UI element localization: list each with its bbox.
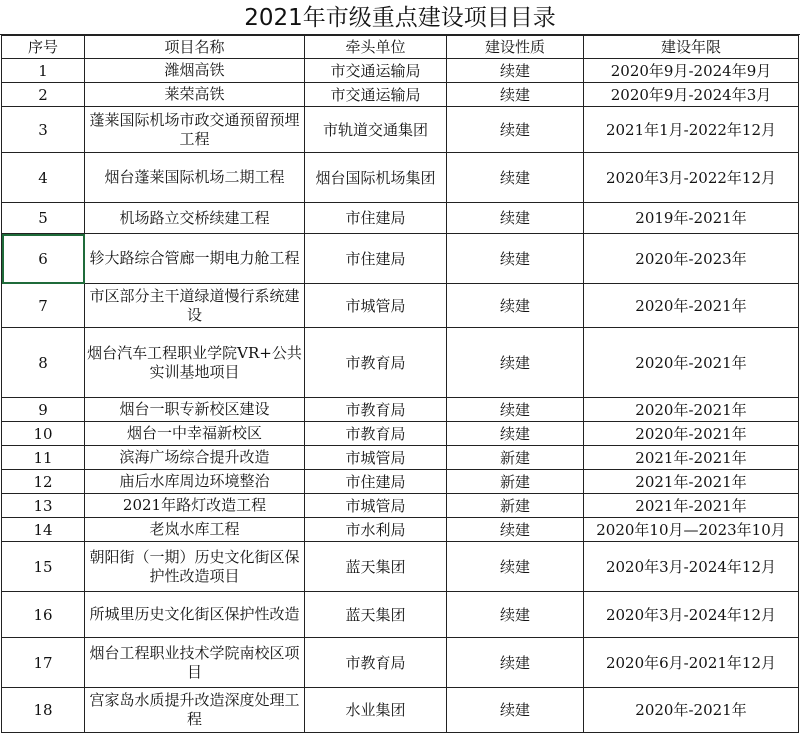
cell-type[interactable]: 续建 — [447, 234, 584, 284]
cell-type[interactable]: 续建 — [447, 688, 584, 733]
header-unit[interactable]: 牵头单位 — [305, 36, 447, 59]
table-row — [2, 83, 799, 107]
header-row — [2, 36, 799, 59]
table-row — [2, 542, 799, 592]
table-row — [2, 518, 799, 542]
cell-name[interactable]: 所城里历史文化街区保护性改造 — [85, 592, 305, 638]
cell-type[interactable]: 续建 — [447, 328, 584, 398]
cell-unit[interactable]: 市城管局 — [305, 494, 447, 518]
cell-period[interactable]: 2021年1月-2022年12月 — [584, 107, 799, 153]
cell-period[interactable]: 2020年-2021年 — [584, 688, 799, 733]
cell-no[interactable]: 4 — [2, 153, 85, 203]
header-name[interactable]: 项目名称 — [85, 36, 305, 59]
header-type[interactable]: 建设性质 — [447, 36, 584, 59]
cell-no[interactable]: 3 — [2, 107, 85, 153]
cell-unit[interactable]: 市交通运输局 — [305, 83, 447, 107]
cell-type[interactable]: 新建 — [447, 446, 584, 470]
table-row — [2, 153, 799, 203]
table-title: 2021年市级重点建设项目目录 — [0, 0, 800, 35]
cell-unit[interactable]: 市住建局 — [305, 234, 447, 284]
cell-unit[interactable]: 市城管局 — [305, 284, 447, 328]
project-table — [1, 35, 799, 733]
cell-name[interactable]: 蓬莱国际机场市政交通预留预埋工程 — [85, 107, 305, 153]
cell-name[interactable]: 宫家岛水质提升改造深度处理工程 — [85, 688, 305, 733]
cell-period[interactable]: 2021年-2021年 — [584, 494, 799, 518]
cell-period[interactable]: 2020年3月-2024年12月 — [584, 542, 799, 592]
cell-type[interactable]: 续建 — [447, 542, 584, 592]
table-row — [2, 494, 799, 518]
cell-name[interactable]: 市区部分主干道绿道慢行系统建设 — [85, 284, 305, 328]
cell-name[interactable]: 莱荣高铁 — [85, 83, 305, 107]
table-row — [2, 638, 799, 688]
table-row — [2, 398, 799, 422]
cell-type[interactable]: 续建 — [447, 422, 584, 446]
table-row — [2, 688, 799, 733]
cell-type[interactable]: 续建 — [447, 592, 584, 638]
cell-period[interactable]: 2021年-2021年 — [584, 446, 799, 470]
cell-no[interactable]: 8 — [2, 328, 85, 398]
cell-type[interactable]: 续建 — [447, 107, 584, 153]
cell-period[interactable]: 2020年3月-2022年12月 — [584, 153, 799, 203]
cell-name[interactable]: 老岚水库工程 — [85, 518, 305, 542]
cell-period[interactable]: 2020年-2021年 — [584, 328, 799, 398]
cell-unit[interactable]: 市教育局 — [305, 638, 447, 688]
cell-period[interactable]: 2020年-2021年 — [584, 398, 799, 422]
cell-type[interactable]: 续建 — [447, 83, 584, 107]
cell-no[interactable]: 11 — [2, 446, 85, 470]
cell-type[interactable]: 续建 — [447, 203, 584, 234]
cell-name[interactable]: 烟台工程职业技术学院南校区项目 — [85, 638, 305, 688]
cell-period[interactable]: 2019年-2021年 — [584, 203, 799, 234]
cell-no[interactable]: 12 — [2, 470, 85, 494]
cell-no[interactable]: 5 — [2, 203, 85, 234]
table-row — [2, 59, 799, 83]
table-row — [2, 592, 799, 638]
cell-no[interactable]: 10 — [2, 422, 85, 446]
cell-no[interactable]: 9 — [2, 398, 85, 422]
table-row — [2, 446, 799, 470]
cell-no[interactable]: 16 — [2, 592, 85, 638]
cell-period[interactable]: 2020年9月-2024年9月 — [584, 59, 799, 83]
cell-unit[interactable]: 市住建局 — [305, 203, 447, 234]
cell-name[interactable]: 机场路立交桥续建工程 — [85, 203, 305, 234]
cell-period[interactable]: 2020年-2021年 — [584, 284, 799, 328]
cell-period[interactable]: 2020年10月—2023年10月 — [584, 518, 799, 542]
cell-unit[interactable]: 水业集团 — [305, 688, 447, 733]
cell-name[interactable]: 滨海广场综合提升改造 — [85, 446, 305, 470]
cell-type[interactable]: 续建 — [447, 59, 584, 83]
cell-period[interactable]: 2021年-2021年 — [584, 470, 799, 494]
cell-name[interactable]: 烟台蓬莱国际机场二期工程 — [85, 153, 305, 203]
cell-unit[interactable]: 蓝天集团 — [305, 592, 447, 638]
cell-no[interactable]: 1 — [2, 59, 85, 83]
table-row — [2, 107, 799, 153]
table-row — [2, 203, 799, 234]
table-row — [2, 328, 799, 398]
cell-unit[interactable]: 市城管局 — [305, 446, 447, 470]
cell-no[interactable]: 7 — [2, 284, 85, 328]
table-row — [2, 470, 799, 494]
cell-no[interactable]: 15 — [2, 542, 85, 592]
cell-type[interactable]: 续建 — [447, 638, 584, 688]
cell-period[interactable]: 2020年-2021年 — [584, 422, 799, 446]
cell-unit[interactable]: 烟台国际机场集团 — [305, 153, 447, 203]
cell-type[interactable]: 续建 — [447, 284, 584, 328]
cell-unit[interactable]: 市教育局 — [305, 398, 447, 422]
cell-no[interactable]: 14 — [2, 518, 85, 542]
cell-type[interactable]: 新建 — [447, 470, 584, 494]
cell-type[interactable]: 新建 — [447, 494, 584, 518]
cell-unit[interactable]: 蓝天集团 — [305, 542, 447, 592]
table-row — [2, 422, 799, 446]
cell-name[interactable]: 潍烟高铁 — [85, 59, 305, 83]
header-period[interactable]: 建设年限 — [584, 36, 799, 59]
cell-period[interactable]: 2020年9月-2024年3月 — [584, 83, 799, 107]
cell-unit[interactable]: 市轨道交通集团 — [305, 107, 447, 153]
cell-unit[interactable]: 市教育局 — [305, 328, 447, 398]
cell-no-selected[interactable]: 6 — [2, 234, 85, 284]
cell-unit[interactable]: 市教育局 — [305, 422, 447, 446]
cell-unit[interactable]: 市水利局 — [305, 518, 447, 542]
cell-type[interactable]: 续建 — [447, 153, 584, 203]
cell-unit[interactable]: 市住建局 — [305, 470, 447, 494]
cell-no[interactable]: 17 — [2, 638, 85, 688]
cell-name[interactable]: 朝阳街（一期）历史文化街区保护性改造项目 — [85, 542, 305, 592]
cell-name[interactable]: 庙后水库周边环境整治 — [85, 470, 305, 494]
cell-unit[interactable]: 市交通运输局 — [305, 59, 447, 83]
cell-period[interactable]: 2020年-2023年 — [584, 234, 799, 284]
cell-name[interactable]: 烟台一中幸福新校区 — [85, 422, 305, 446]
cell-type[interactable]: 续建 — [447, 398, 584, 422]
table-row — [2, 234, 799, 284]
cell-period[interactable]: 2020年6月-2021年12月 — [584, 638, 799, 688]
table-row — [2, 284, 799, 328]
cell-type[interactable]: 续建 — [447, 518, 584, 542]
header-no[interactable]: 序号 — [2, 36, 85, 59]
cell-period[interactable]: 2020年3月-2024年12月 — [584, 592, 799, 638]
cell-name[interactable]: 烟台汽车工程职业学院VR+公共实训基地项目 — [85, 328, 305, 398]
cell-no[interactable]: 13 — [2, 494, 85, 518]
cell-name[interactable]: 烟台一职专新校区建设 — [85, 398, 305, 422]
cell-name[interactable]: 轸大路综合管廊一期电力舱工程 — [85, 234, 305, 284]
cell-name[interactable]: 2021年路灯改造工程 — [85, 494, 305, 518]
cell-no[interactable]: 18 — [2, 688, 85, 733]
cell-no[interactable]: 2 — [2, 83, 85, 107]
